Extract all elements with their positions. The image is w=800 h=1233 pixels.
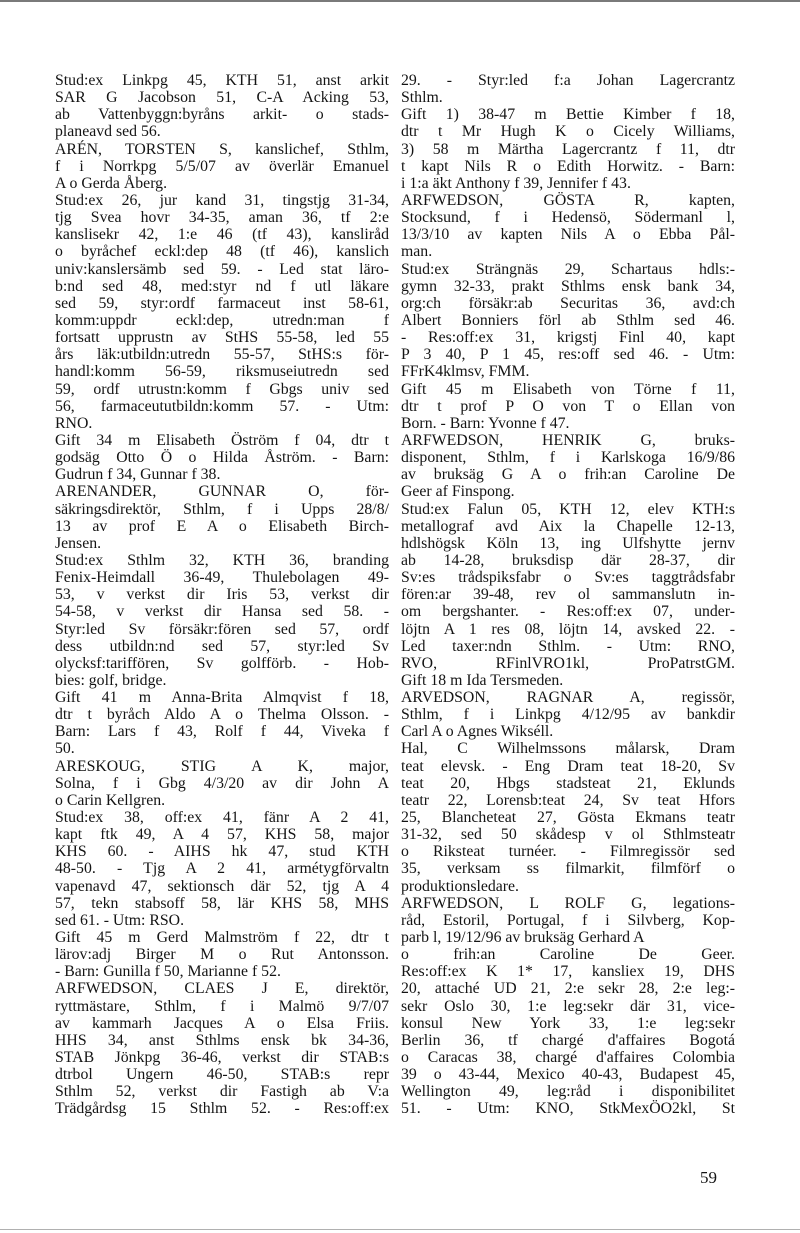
text-line: RVO, RFinlVRO1kl, ProPatrstGM. [401, 654, 735, 672]
text-line: man. [401, 243, 433, 261]
text-line: Wellington 49, leg:råd i disponibilitet [401, 1083, 735, 1101]
text-line: fören:ar 39-48, rev ol sammanslutn in- [401, 586, 735, 604]
text-line: RNO. [55, 414, 93, 432]
text-line: 51. - Utm: KNO, StkMexÖO2kl, St [401, 1100, 735, 1118]
text-line: Res:off:ex K 1* 17, kansliex 19, DHS [401, 963, 735, 981]
text-line: Jensen. [55, 534, 102, 552]
text-line: konsul New York 33, 1:e leg:sekr [401, 1014, 735, 1032]
text-line: 56, farmaceututbildn:komm 57. - Utm: [55, 397, 389, 415]
text-line: dess utbildn:nd sed 57, styr:led Sv [55, 637, 389, 655]
text-line: Sthlm, f i Linkpg 4/12/95 av bankdir [401, 706, 735, 724]
text-line: 50. [55, 740, 75, 758]
text-line: Stud:ex Falun 05, KTH 12, elev KTH:s [401, 500, 735, 518]
text-line: 31-32, sed 50 skådesp v ol Sthlmsteatr [401, 826, 735, 844]
text-line: tjg Svea hovr 34-35, aman 36, tf 2:e [55, 209, 389, 227]
text-line: Hal, C Wilhelmssons målarsk, Dram [401, 740, 735, 758]
text-line: 54-58, v verkst dir Hansa sed 58. - [55, 603, 389, 621]
text-line: HHS 34, anst Sthlms ensk bk 34-36, [55, 1031, 389, 1049]
text-line: Fenix-Heimdall 36-49, Thulebolagen 49- [55, 569, 389, 587]
text-line: o byråchef eckl:dep 48 (tf 46), kanslich [55, 243, 389, 261]
right-text-column [401, 72, 735, 1118]
text-line: ARVEDSON, RAGNAR A, regissör, [401, 689, 735, 707]
text-line: av bruksäg G A o frih:an Caroline De [401, 466, 735, 484]
text-line: löjtn A 1 res 08, löjtn 14, avsked 22. - [401, 620, 735, 638]
text-line: Gift 34 m Elisabeth Öström f 04, dtr t [55, 431, 389, 449]
text-line: sed 61. - Utm: RSO. [55, 911, 185, 929]
text-line: b:nd sed 48, med:styr nd f utl läkare [55, 277, 389, 295]
text-line: gymn 32-33, prakt Sthlms ensk bank 34, [401, 277, 735, 295]
text-line: råd, Estoril, Portugal, f i Silvberg, Kop- [401, 911, 735, 929]
text-line: 29. - Styr:led f:a Johan Lagercrantz [401, 72, 735, 89]
text-line: Stocksund, f i Hedensö, Södermanl l, [401, 209, 735, 227]
text-line: Geer af Finspong. [401, 483, 515, 501]
text-line: 39 o 43-44, Mexico 40-43, Budapest 45, [401, 1066, 735, 1084]
text-line: 53, v verkst dir Iris 53, verkst dir [55, 586, 389, 604]
text-line: fortsatt upprustn av StHS 55-58, led 55 [55, 329, 389, 347]
text-line: sed 59, styr:ordf farmaceut inst 58-61, [55, 294, 389, 312]
text-line: ryttmästare, Sthlm, f i Malmö 9/7/07 [55, 997, 389, 1015]
text-line: o frih:an Caroline De Geer. [401, 946, 735, 964]
text-line: Stud:ex Sthlm 32, KTH 36, branding [55, 551, 389, 569]
text-line: 13 av prof E A o Elisabeth Birch- [55, 517, 389, 535]
text-line: KHS 60. - AIHS hk 47, stud KTH [55, 843, 389, 861]
text-line: produktionsledare. [401, 877, 520, 895]
text-line: ab Vattenbyggn:byråns arkit- o stads- [55, 106, 389, 124]
text-line: kanslisekr 42, 1:e 46 (tf 43), kanslіråd [55, 226, 389, 244]
text-line: Gift 45 m Gerd Malmström f 22, dtr t [55, 929, 389, 947]
text-line: o Carin Kellgren. [55, 791, 166, 809]
text-line: o Caracas 38, chargé d'affaires Colombia [401, 1049, 735, 1067]
text-line: f i Norrkpg 5/5/07 av överlär Emanuel [55, 157, 389, 175]
text-line: 35, verksam ss filmarkit, filmförf o [401, 860, 735, 878]
text-line: vapenavd 47, sektionsch där 52, tjg A 4 [55, 877, 389, 895]
text-line: ARÉN, TORSTEN S, kanslichef, Sthlm, [55, 140, 389, 158]
text-line: metallograf avd Aix la Chapelle 12-13, [401, 517, 735, 535]
text-line: FFrK4klmsv, FMM. [401, 363, 530, 381]
text-line: Sthlm 52, verkst dir Fastigh ab V:a [55, 1083, 389, 1101]
text-line: Gift 1) 38-47 m Bettie Kimber f 18, [401, 106, 735, 124]
text-line: dtr t prof P O von T o Ellan von [401, 397, 735, 415]
text-line: o Riksteat turnéer. - Filmregissör sed [401, 843, 735, 861]
text-line: planeavd sed 56. [55, 123, 161, 141]
text-line: ARFWEDSON, CLAES J E, direktör, [55, 980, 389, 998]
text-line: ARENANDER, GUNNAR O, för- [55, 483, 389, 501]
text-line: hdlshögsk Köln 13, ing Ulfshytte jernv [401, 534, 735, 552]
text-line: Sthlm. [401, 89, 443, 107]
text-line: av kammarh Jacques A o Elsa Friis. [55, 1014, 389, 1032]
text-line: dtr t byråch Aldo A o Thelma Olsson. - [55, 706, 389, 724]
text-line: Gift 41 m Anna-Brita Almqvist f 18, [55, 689, 389, 707]
text-line: Barn: Lars f 43, Rolf f 44, Viveka f [55, 723, 389, 741]
text-line: parb l, 19/12/96 av bruksäg Gerhard A [401, 929, 645, 947]
text-line: 3) 58 m Märtha Lagercrantz f 11, dtr [401, 140, 735, 158]
text-line: STAB Jönkpg 36-46, verkst dir STAB:s [55, 1049, 389, 1067]
text-line: dtr t Mr Hugh K o Cicely Williams, [401, 123, 735, 141]
text-line: - Barn: Gunilla f 50, Marianne f 52. [55, 963, 281, 981]
text-line: 25, Blancheteat 27, Gösta Ekmans teatr [401, 809, 735, 827]
text-line: Solna, f i Gbg 4/3/20 av dir John A [55, 774, 389, 792]
text-line: ARFWEDSON, L ROLF G, legations- [401, 894, 735, 912]
text-line: SAR G Jacobson 51, C-A Acking 53, [55, 89, 389, 107]
text-line: t kapt Nils R o Edith Horwitz. - Barn: [401, 157, 735, 175]
text-line: 48-50. - Tjg A 2 41, armétygförvaltn [55, 860, 389, 878]
text-line: lärov:adj Birger M o Rut Antonsson. [55, 946, 389, 964]
text-line: A o Gerda Åberg. [55, 174, 168, 192]
text-line: org:ch försäkr:ab Securitas 36, avd:ch [401, 294, 735, 312]
text-line: Trädgårdsg 15 Sthlm 52. - Res:off:ex [55, 1100, 389, 1118]
page-top-rule [0, 0, 800, 2]
text-line: disponent, Sthlm, f i Karlskoga 16/9/86 [401, 449, 735, 467]
text-line: olycksf:tariffören, Sv golfförb. - Hob- [55, 654, 389, 672]
text-line: Styr:led Sv försäkr:fören sed 57, ordf [55, 620, 389, 638]
text-line: 59, ordf utrustn:komm f Gbgs univ sed [55, 380, 389, 398]
text-line: Stud:ex Strängnäs 29, Schartaus hdls:- [401, 260, 735, 278]
text-line: Born. - Barn: Yvonne f 47. [401, 414, 570, 432]
text-line: Led taxer:ndn Sthlm. - Utm: RNO, [401, 637, 735, 655]
text-line: ARFWEDSON, GÖSTA R, kapten, [401, 191, 735, 209]
text-line: teat elevsk. - Eng Dram teat 18-20, Sv [401, 757, 735, 775]
text-line: univ:kanslersämb sed 59. - Led stat läro- [55, 260, 389, 278]
text-line: handl:komm 56-59, riksmuseiutredn sed [55, 363, 389, 381]
text-line: godsäg Otto Ö o Hilda Åström. - Barn: [55, 449, 389, 467]
page-bottom-rule [0, 1229, 800, 1230]
text-line: ARFWEDSON, HENRIK G, bruks- [401, 431, 735, 449]
text-line: - Res:off:ex 31, krigstj Finl 40, kapt [401, 329, 735, 347]
text-line: Carl A o Agnes Wikséll. [401, 723, 554, 741]
text-line: Gudrun f 34, Gunnar f 38. [55, 466, 221, 484]
text-line: Stud:ex Linkpg 45, KTH 51, anst arkit [55, 72, 389, 89]
text-line: Gift 45 m Elisabeth von Törne f 11, [401, 380, 735, 398]
text-line: bies: golf, bridge. [55, 671, 167, 689]
text-line: års läk:utbildn:utredn 55-57, StHS:s för- [55, 346, 389, 364]
text-line: Sv:es trådspiksfabr o Sv:es taggtrådsfabr [401, 569, 735, 587]
page-number: 59 [700, 1168, 717, 1187]
text-line: kapt ftk 49, A 4 57, KHS 58, major [55, 826, 389, 844]
text-line: ab 14-28, bruksdisp där 28-37, dir [401, 551, 735, 569]
text-line: om bergshanter. - Res:off:ex 07, under- [401, 603, 735, 621]
text-line: 57, tekn stabsoff 58, lär KHS 58, MHS [55, 894, 389, 912]
text-line: 20, attaché UD 21, 2:e sekr 28, 2:e leg:- [401, 980, 735, 998]
left-text-column [55, 72, 389, 1118]
text-line: säkringsdirektör, Sthlm, f i Upps 28/8/ [55, 500, 389, 518]
text-line: P 3 40, P 1 45, res:off sed 46. - Utm: [401, 346, 735, 364]
text-line: 13/3/10 av kapten Nils A o Ebba Pål- [401, 226, 735, 244]
text-line: i 1:a äkt Anthony f 39, Jennifer f 43. [401, 174, 631, 192]
text-line: ARESKOUG, STIG A K, major, [55, 757, 389, 775]
text-line: teatr 22, Lorensb:teat 24, Sv teat Hfors [401, 791, 735, 809]
text-line: Stud:ex 26, jur kand 31, tingstjg 31-34, [55, 191, 389, 209]
text-line: Berlin 36, tf chargé d'affaires Bogotá [401, 1031, 735, 1049]
text-line: Albert Bonniers förl ab Sthlm sed 46. [401, 311, 735, 329]
text-line: teat 20, Hbgs stadsteat 21, Eklunds [401, 774, 735, 792]
text-line: Stud:ex 38, off:ex 41, fänr A 2 41, [55, 809, 389, 827]
text-line: sekr Oslo 30, 1:e leg:sekr där 31, vice- [401, 997, 735, 1015]
text-line: komm:uppdr eckl:dep, utredn:man f [55, 311, 389, 329]
text-line: dtrbol Ungern 46-50, STAB:s repr [55, 1066, 389, 1084]
text-line: Gift 18 m Ida Tersmeden. [401, 671, 564, 689]
